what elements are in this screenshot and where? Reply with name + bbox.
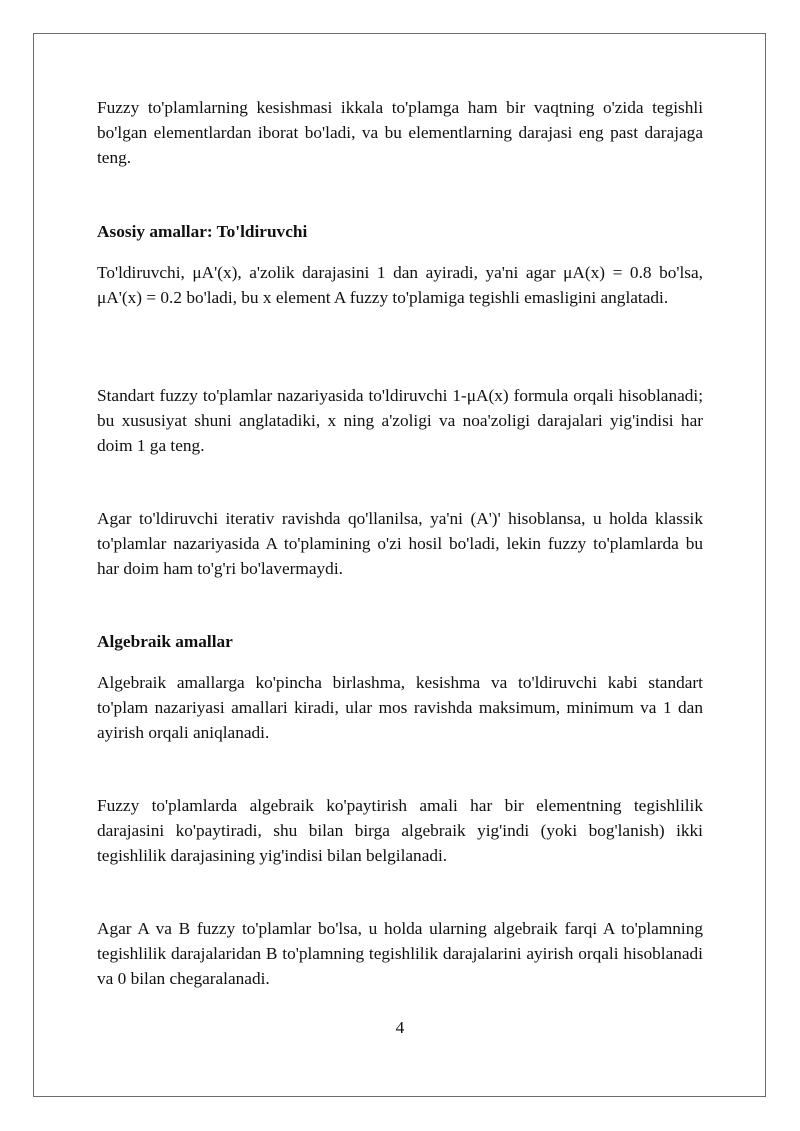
page-number: 4: [395, 1018, 405, 1037]
paragraph-algebraic-operations: Algebraik amallarga ko'pincha birlashma, kesishma va to'ldiruvchi kabi standart to'plam nazariyasi amallari kiradi, ular mos ravishda maksimum, minimum va 1 dan ayirish orqali aniqlanadi.: [97, 673, 703, 742]
paragraph-intersection: Fuzzy to'plamlarning kesishmasi ikkala to'plamga ham bir vaqtning o'zida tegishli bo'lgan elementlardan iborat bo'ladi, va bu elementlarning darajasi eng past darajaga teng.: [97, 98, 703, 167]
paragraph-algebraic-difference: Agar A va B fuzzy to'plamlar bo'lsa, u holda ularning algebraik farqi A to'plamning tegishlilik darajalaridan B to'plamning tegishlilik darajalarini ayirish orqali hisoblanadi va 0 bilan chegaralanadi.: [97, 919, 703, 988]
paragraph-algebraic-product: Fuzzy to'plamlarda algebraik ko'paytirish amali har bir elementning tegishlilik darajasini ko'paytiradi, shu bilan birga algebraik yig'indi (yoki bog'lanish) ikki tegishlilik darajasining yig'indisi bilan belgilanadi.: [97, 796, 703, 865]
paragraph-complement-iterative: Agar to'ldiruvchi iterativ ravishda qo'llanilsa, ya'ni (A')' hisoblansa, u holda klassik to'plamlar nazariyasida A to'plamining o'zi hosil bo'ladi, lekin fuzzy to'plamlarda bu har doim ham to'g'ri bo'lavermaydi.: [97, 509, 703, 578]
paragraph-complement-formula: Standart fuzzy to'plamlar nazariyasida to'ldiruvchi 1-μA(x) formula orqali hisoblanadi; bu xususiyat shuni anglatadiki, x ning a'zoligi va noa'zoligi darajalari yig'indisi har doim 1 ga teng.: [97, 386, 703, 455]
paragraph-complement-definition: To'ldiruvchi, μA'(x), a'zolik darajasini 1 dan ayiradi, ya'ni agar μA(x) = 0.8 bo'lsa, μA'(x) = 0.2 bo'ladi, bu x element A fuzzy to'plamiga tegishli emasligini anglatadi.: [97, 263, 703, 307]
heading-algebraic: Algebraik amallar: [97, 632, 233, 651]
heading-complement: Asosiy amallar: To'ldiruvchi: [97, 222, 308, 241]
